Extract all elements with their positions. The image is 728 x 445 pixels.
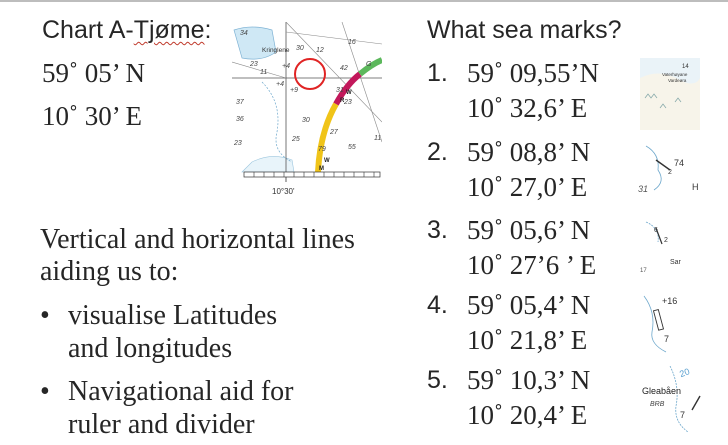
svg-text:G: G [366,61,372,68]
chart-title-prefix: Chart A- [42,16,134,44]
nautical-chart-excerpt [232,22,382,200]
svg-text:12: 12 [316,47,324,54]
bullet-symbol: • [40,300,50,331]
bullet-line: visualise Latitudes [68,300,278,331]
svg-text:23: 23 [344,99,352,106]
top-border [0,0,728,2]
svg-text:23: 23 [250,61,258,68]
sea-mark-number: 5. [427,366,448,394]
sea-mark-latitude: 59˚ 08,8’ N [467,137,591,167]
sea-mark-number: 3. [427,216,448,244]
svg-text:30: 30 [302,117,310,124]
svg-text:Sar: Sar [670,259,681,266]
svg-text:W: W [324,158,330,164]
sea-mark-longitude: 10˚ 21,8’ E [467,325,588,355]
chart-title-place: Tjøme [133,16,205,44]
chart-latitude: 59˚ 05’ N [42,58,145,88]
svg-text:31: 31 [336,87,344,94]
svg-text:14: 14 [682,64,689,70]
svg-text:7: 7 [680,410,686,420]
svg-text:+4: +4 [276,81,284,88]
svg-text:42: 42 [340,65,348,72]
svg-text:2: 2 [664,237,668,244]
svg-text:11: 11 [374,135,382,142]
svg-text:16: 16 [348,39,356,46]
svg-text:27: 27 [330,129,338,136]
chart-title [42,16,211,45]
scale-bar [244,172,380,177]
sea-mark-latitude: 59˚ 05,6’ N [467,215,591,245]
sea-mark-thumbnail-4 [636,292,696,356]
sea-marks-title: What sea marks? [427,16,622,44]
sea-mark-number: 2. [427,138,448,166]
svg-text:+4: +4 [282,63,290,70]
sea-mark-latitude: 59˚ 05,4’ N [467,290,591,320]
chart-longitude: 10˚ 30’ E [42,101,142,131]
svg-text:Vardeøra: Vardeøra [668,78,687,83]
bullet-line: and longitudes [68,333,233,364]
sea-mark-number: 1. [427,59,448,87]
svg-text:74: 74 [674,158,685,168]
sea-mark-longitude: 10˚ 32,6’ E [467,93,588,123]
sea-mark-latitude: 59˚ 10,3’ N [467,365,591,395]
svg-text:+16: +16 [662,296,678,306]
sea-mark-longitude: 10˚ 27,0’ E [467,172,588,202]
sea-mark-thumbnail-1 [640,58,700,130]
svg-text:Vaterhøyane: Vaterhøyane [662,72,688,77]
bullet-line: Navigational aid for [68,376,294,407]
svg-text:79: 79 [318,146,326,153]
svg-text:M: M [319,166,324,172]
bullet-line: ruler and divider [68,409,255,440]
svg-text:R: R [340,98,345,104]
svg-text:20: 20 [678,366,692,380]
svg-text:W: W [346,90,352,96]
svg-text:7: 7 [664,334,670,344]
svg-text:17: 17 [640,268,647,274]
svg-text:BRB: BRB [650,401,665,408]
sea-mark-thumbnail-3 [636,218,696,274]
sea-mark-longitude: 10˚ 20,4’ E [467,400,588,430]
sea-mark-thumbnail-2 [636,140,702,196]
bullet-symbol: • [40,376,50,407]
svg-text:23: 23 [234,140,242,147]
description-text: Vertical and horizontal lines aiding us to: [40,224,355,287]
meridian-label: 10°30' [272,187,295,196]
svg-text:2: 2 [668,169,672,176]
svg-text:34: 34 [240,30,248,37]
svg-text:36: 36 [236,116,244,123]
svg-text:11: 11 [260,69,268,76]
svg-text:+9: +9 [290,87,298,94]
svg-text:25: 25 [292,136,300,143]
svg-text:31: 31 [638,184,649,194]
svg-text:30: 30 [296,45,304,52]
svg-text:55: 55 [348,144,356,151]
svg-text:37: 37 [236,99,244,106]
chart-title-colon: : [204,16,212,44]
svg-text:6: 6 [654,227,658,234]
sea-mark-latitude: 59˚ 09,55’N [467,58,599,88]
sea-mark-longitude: 10˚ 27’6 ’ E [467,250,597,280]
place-label: Kringlene [262,47,290,54]
sea-mark-number: 4. [427,291,448,319]
sea-mark-thumbnail-5 [640,366,712,434]
svg-text:Gleabåen: Gleabåen [642,386,682,396]
svg-text:H: H [692,182,699,192]
